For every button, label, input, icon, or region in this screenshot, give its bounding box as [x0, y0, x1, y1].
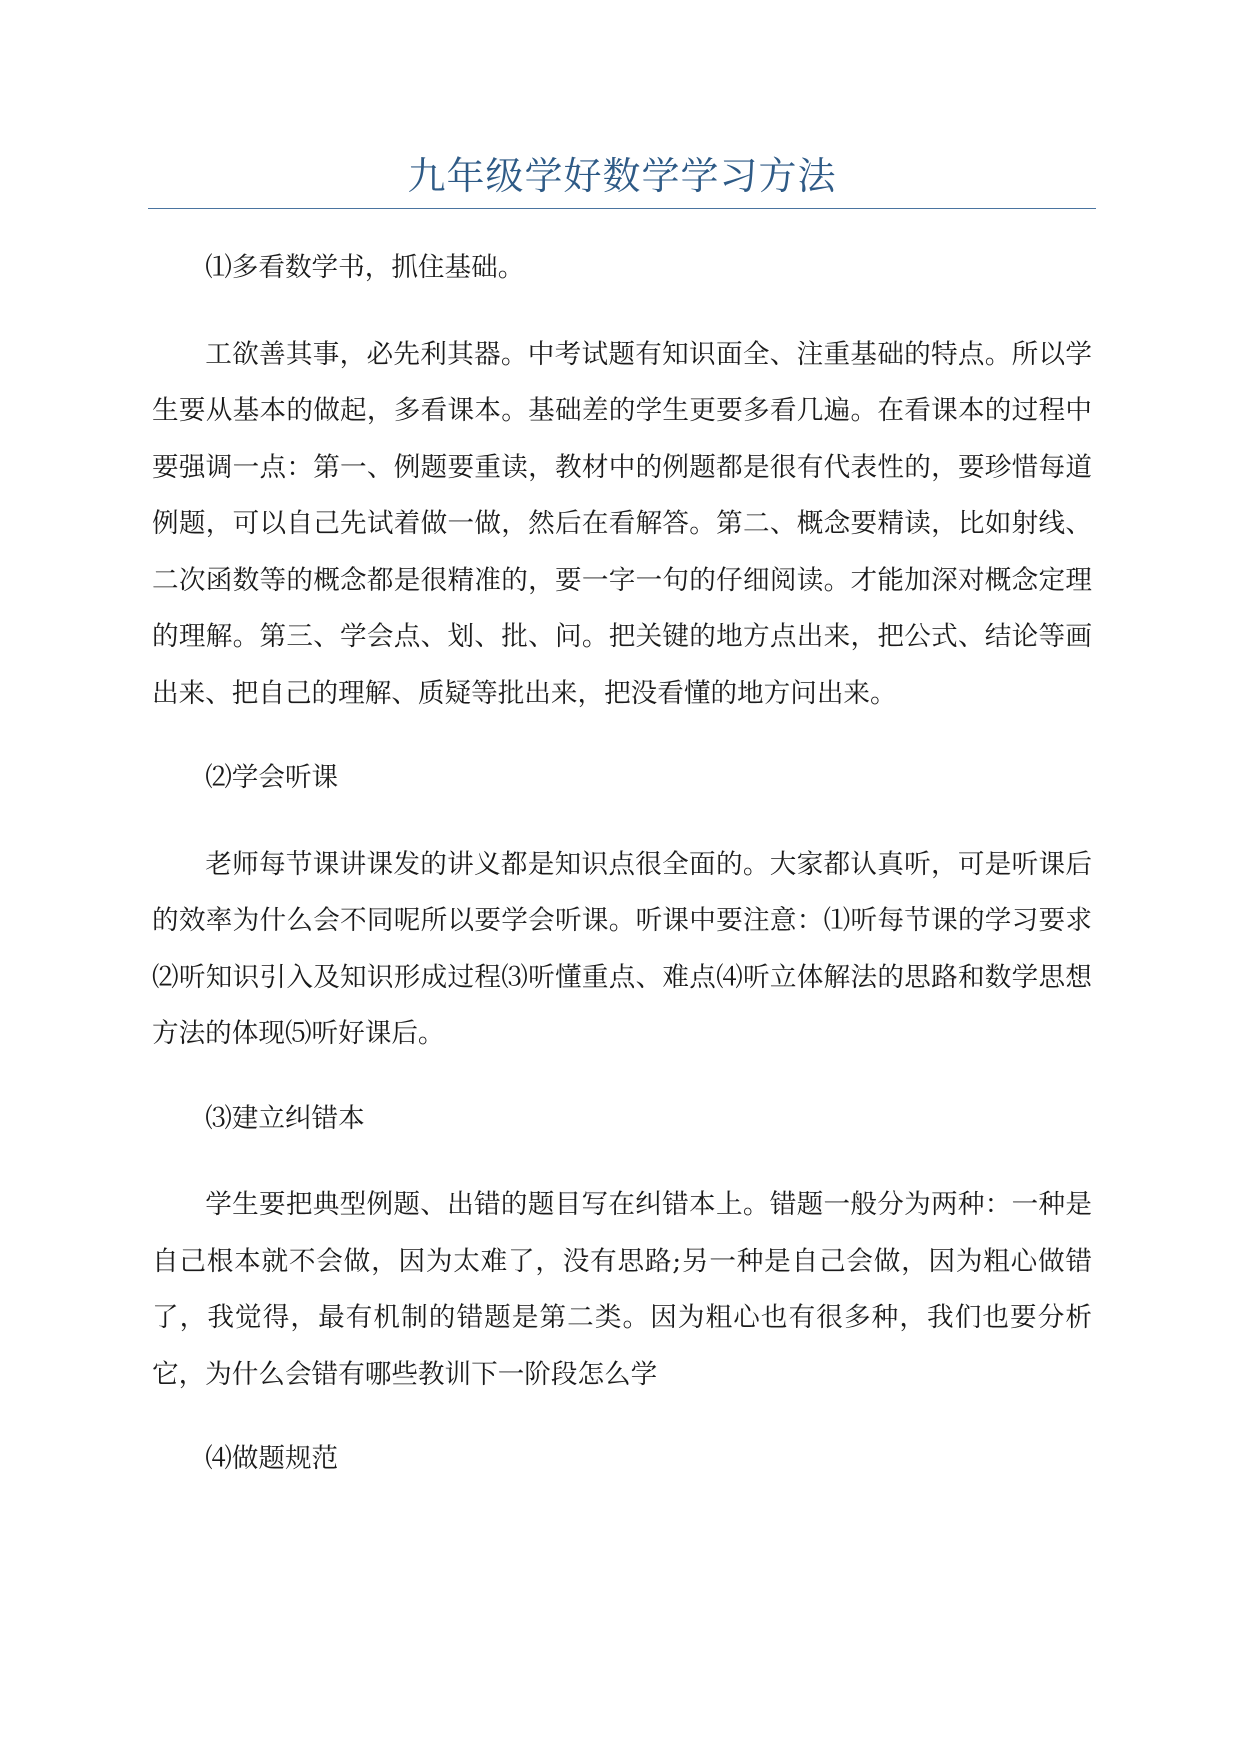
title-underline	[148, 208, 1096, 209]
section-heading-2: ⑵学会听课	[205, 762, 339, 793]
paragraph-1: 工欲善其事，必先利其器。中考试题有知识面全、注重基础的特点。所以学生要从基本的做起，多看课本。基础差的学生更要多看几遍。在看课本的过程中要强调一点：第一、例题要重读，教材中的例题都是很有代表性的，要珍惜每道例题，可以自己先试着做一做，然后在看解答。第二、概念要精读，比如射线、二次函数等的概念都是很精准的，要一字一句的仔细阅读。才能加深对概念定理的理解。第三、学会点、划、批、问。把关键的地方点出来，把公式、结论等画出来、把自己的理解、质疑等批出来，把没看懂的地方问出来。	[152, 338, 1092, 709]
document-body	[152, 240, 1092, 1518]
section-heading-1: ⑴多看数学书，抓住基础。	[205, 252, 525, 283]
section-heading-3: ⑶建立纠错本	[205, 1102, 365, 1134]
section-heading-4: ⑷做题规范	[205, 1443, 339, 1474]
paragraph-3: 学生要把典型例题、出错的题目写在纠错本上。错题一般分为两种：一种是自己根本就不会做，因为太难了，没有思路;另一种是自己会做，因为粗心做错了，我觉得，最有机制的错题是第二类。因为粗心也有很多种，我们也要分析它，为什么会错有哪些教训下一阶段怎么学	[152, 1189, 1092, 1390]
paragraph-2: 老师每节课讲课发的讲义都是知识点很全面的。大家都认真听，可是听课后的效率为什么会不同呢所以要学会听课。听课中要注意：⑴听每节课的学习要求⑵听知识引入及知识形成过程⑶听懂重点、难点⑷听立体解法的思路和数学思想方法的体现⑸听好课后。	[152, 848, 1092, 1049]
document-title: 九年级学好数学学习方法	[407, 154, 837, 198]
